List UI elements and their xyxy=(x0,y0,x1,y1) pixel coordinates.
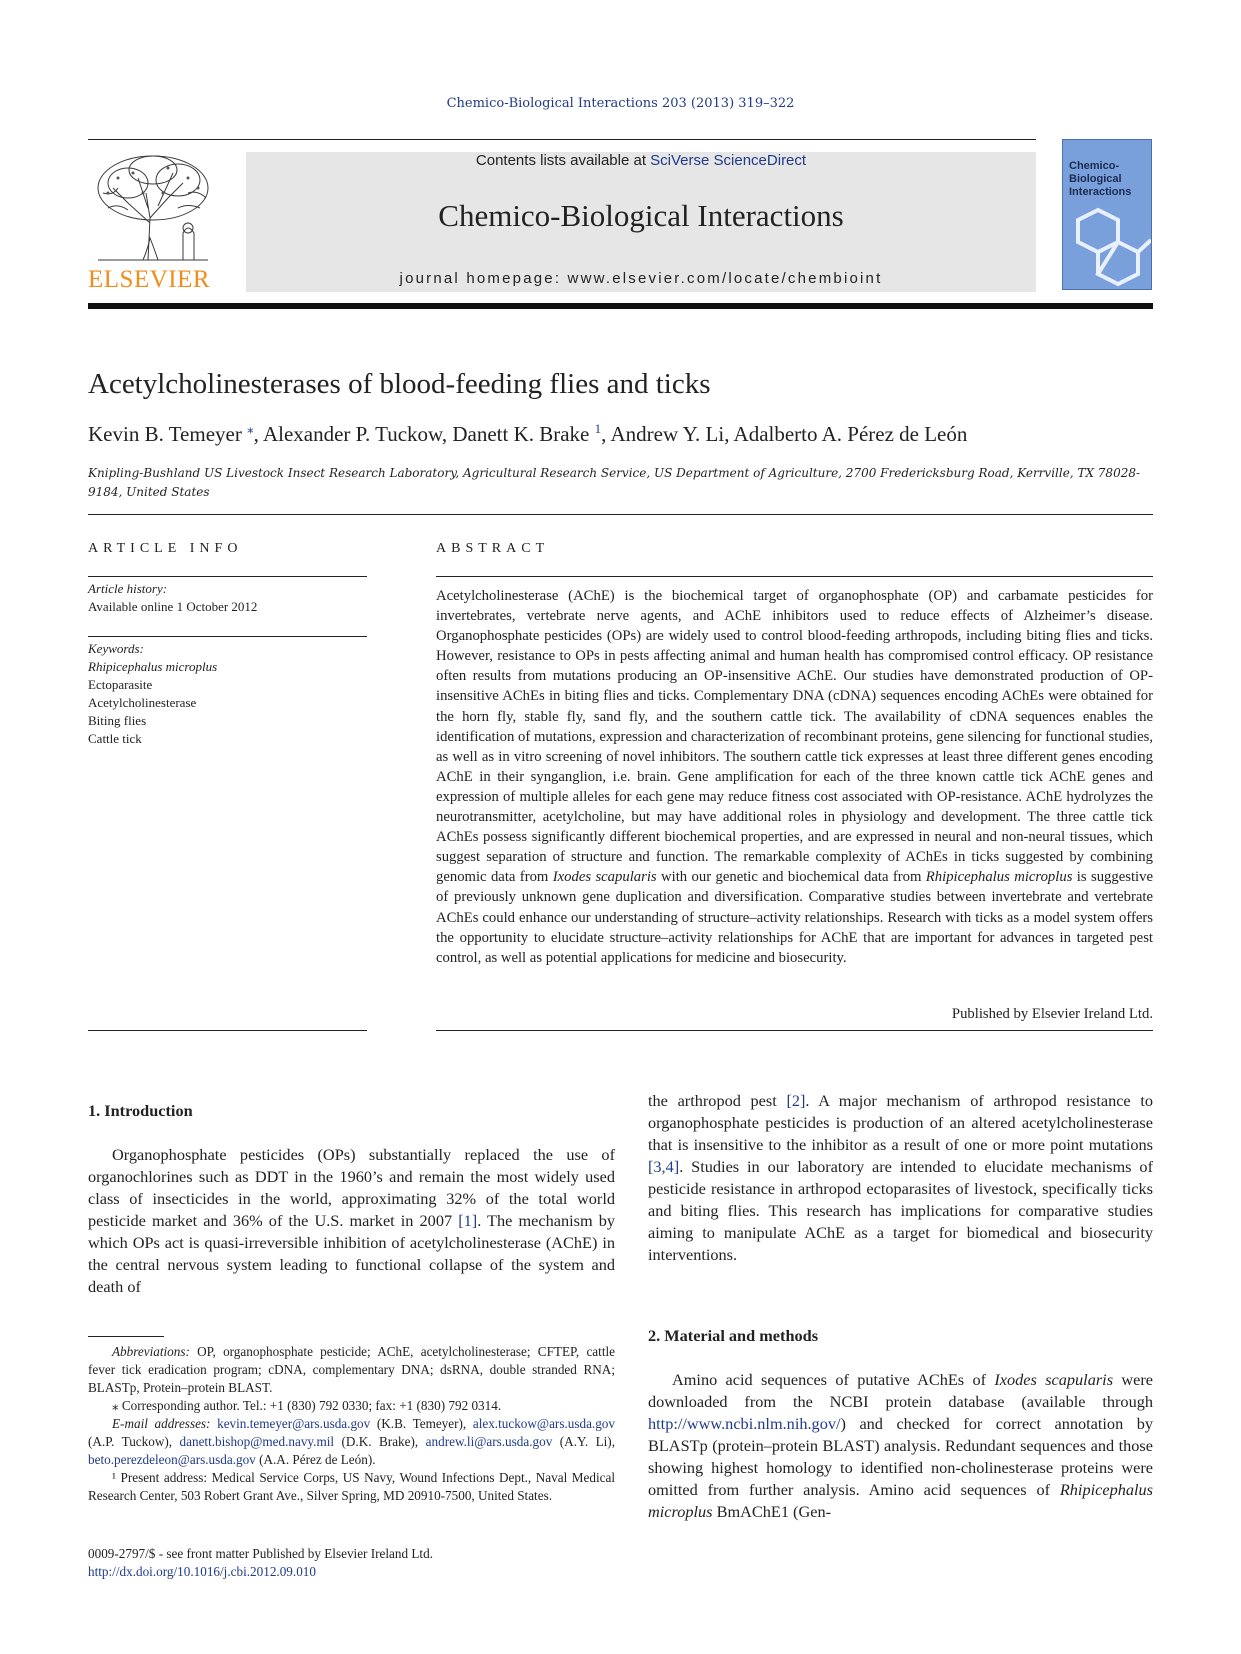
email-link[interactable]: kevin.temeyer@ars.usda.gov xyxy=(217,1416,371,1431)
publisher-name: ELSEVIER xyxy=(88,266,211,293)
journal-homepage[interactable]: journal homepage: www.elsevier.com/locate/chembioint xyxy=(399,270,883,287)
footnotes xyxy=(88,1343,615,1505)
keyword-item: Rhipicephalus microplus xyxy=(88,659,218,674)
keyword-item: Biting flies xyxy=(88,713,147,728)
reference-link[interactable]: [2] xyxy=(786,1091,806,1110)
author-list xyxy=(88,421,967,447)
reference-link[interactable]: [1] xyxy=(458,1211,478,1230)
issn-line: 0009-2797/$ - see front matter Published by Elsevier Ireland Ltd. xyxy=(88,1546,433,1561)
article-history xyxy=(88,580,367,616)
header-rule xyxy=(88,139,1036,140)
article-info-heading: ARTICLE INFO xyxy=(88,541,243,556)
present-address-mark[interactable]: 1 xyxy=(594,421,602,436)
article-info-rule xyxy=(88,576,367,577)
keyword-item: Acetylcholinesterase xyxy=(88,695,197,710)
abbreviations-footnote: Abbreviations: OP, organophosphate pesticide; AChE, acetylcholinesterase; CFTEP, cattle fever tick eradication program; cDNA, complementary DNA; dsRNA, double stranded RNA; BLASTp, Protein–protein BLAST. xyxy=(88,1344,615,1395)
section-heading-methods: 2. Material and methods xyxy=(648,1326,819,1345)
corresponding-author-mark[interactable]: ⁎ xyxy=(247,421,254,436)
author-temeyer: Kevin B. Temeyer xyxy=(88,422,242,446)
doi-link[interactable]: http://dx.doi.org/10.1016/j.cbi.2012.09.010 xyxy=(88,1564,316,1579)
front-matter-info xyxy=(88,1545,615,1581)
abstract-publisher-line: Published by Elsevier Ireland Ltd. xyxy=(951,1006,1153,1022)
intro-continued-paragraph: the arthropod pest [2]. A major mechanism of arthropod resistance to organophosphate pesticides is production of an altered acetylcholinesterase that is insensitive to the inhibitor as a result of one or more point mutations [3,4]. Studies in our laboratory are intended to elucidate mechanisms of pesticide resistance in arthropod ectoparasites of livestock, specifically ticks and biting flies. This research has implications for comparative studies aiming to manipulate AChE as a target for biomedical and biosecurity interventions. xyxy=(648,1091,1154,1264)
abstract-rule xyxy=(436,576,1153,577)
keyword-item: Cattle tick xyxy=(88,731,142,746)
contents-prefix: Contents lists available at xyxy=(475,152,651,169)
email-link[interactable]: danett.bishop@med.navy.mil xyxy=(179,1434,335,1449)
journal-title: Chemico-Biological Interactions xyxy=(438,198,844,233)
info-bottom-rule xyxy=(88,1030,367,1031)
info-top-rule xyxy=(88,514,1153,515)
journal-citation[interactable]: Chemico-Biological Interactions 203 (2013) 319–322 xyxy=(446,96,795,111)
abstract-text: Acetylcholinesterase (AChE) is the biochemical target of organophosphate (OP) and carbamate pesticides for invertebrates, vertebrate nerve agents, and AChE inhibitors used to reduce effects of Alzheimer’s disease. Organophosphate pesticides (OPs) are widely used to control blood-feeding arthropods, including biting flies and ticks. However, resistance to OPs in pests affecting animal and human health has compromised control efficacy. OP resistance often results from mutations producing an OP-insensitive AChE. Our studies have demonstrated production of OP-insensitive AChEs in biting flies and ticks. Complementary DNA (cDNA) sequences encoding AChEs were obtained for the horn fly, stable fly, sand fly, and the southern cattle tick. The availability of cDNA sequences enables the identification of mutations, expression and characterization of recombinant proteins, gene silencing for functional studies, as well as in vitro screening of novel inhibitors. The southern cattle tick expresses at least three different genes encoding AChE in their synganglion, i.e. brain. Gene amplification for each of the three known cattle tick AChE genes and expression of multiple alleles for each gene may reduce fitness cost associated with OP-resistance. AChE hydrolyzes the neurotransmitter, acetylcholine, but may have additional roles in physiology and development. The three cattle tick AChEs possess significantly different biochemical properties, and are expressed in neural and non-neural tissues, which suggest separation of structure and function. The remarkable complexity of AChEs in ticks suggested by combining genomic data from Ixodes scapularis with our genetic and biochemical data from Rhipicephalus microplus is suggestive of previously unknown gene duplication and diversification. Comparative studies between invertebrate and vertebrate AChEs could enhance our understanding of structure–activity relationships. Research with ticks as a model system offers the opportunity to elucidate structure–activity relationships for AChE that are important for advances in targeted pest control, as well as potential applications for medicine and biosecurity. xyxy=(436,588,1153,966)
journal-cover-image xyxy=(1062,139,1152,290)
molecule-graphic xyxy=(1063,200,1152,290)
sciencedirect-link[interactable]: SciVerse ScienceDirect xyxy=(650,152,807,169)
methods-paragraph: Amino acid sequences of putative AChEs of Ixodes scapularis were downloaded from the NCBI protein database (available through http://www.ncbi.nlm.nih.gov/) and checked for correct annotation by BLASTp (protein–protein BLAST) analysis. Redundant sequences and those showing highest homology to identified non-cholinesterase proteins were omitted from further analysis. Amino acid sequences of Rhipicephalus microplus BmAChE1 (Gen- xyxy=(648,1370,1154,1521)
email-link[interactable]: andrew.li@ars.usda.gov xyxy=(425,1434,553,1449)
cover-title: Chemico-Biological Interactions xyxy=(1069,160,1132,198)
keywords-block xyxy=(88,640,367,748)
abstract-bottom-rule xyxy=(436,1030,1153,1031)
author-group-3: , Andrew Y. Li, Adalberto A. Pérez de León xyxy=(601,422,968,446)
author-group-2: , Alexander P. Tuckow, Danett K. Brake xyxy=(253,422,590,446)
email-link[interactable]: alex.tuckow@ars.usda.gov xyxy=(472,1416,615,1431)
footnote-rule xyxy=(88,1336,164,1337)
abstract-heading: ABSTRACT xyxy=(436,541,550,556)
section-heading-introduction: 1. Introduction xyxy=(88,1101,193,1120)
history-label: Article history: xyxy=(88,581,168,596)
ncbi-url-link[interactable]: http://www.ncbi.nlm.nih.gov/ xyxy=(648,1414,841,1433)
keywords-label: Keywords: xyxy=(88,641,144,656)
header-thick-rule xyxy=(88,303,1153,309)
email-link[interactable]: beto.perezdeleon@ars.usda.gov xyxy=(88,1452,256,1467)
corresponding-author-footnote: ⁎ Corresponding author. Tel.: +1 (830) 792 0330; fax: +1 (830) 792 0314. xyxy=(112,1398,502,1413)
keywords-rule xyxy=(88,636,367,637)
history-value: Available online 1 October 2012 xyxy=(88,599,258,614)
intro-paragraph: Organophosphate pesticides (OPs) substantially replaced the use of organochlorines such as DDT in the 1960’s and remain the most widely used class of insecticides in the world, approximating 32% of the total world pesticide market and 36% of the U.S. market in 2007 [1]. The mechanism by which OPs act is quasi-irreversible inhibition of acetylcholinesterase (AChE) in the central nervous system leading to functional collapse of the system and death of xyxy=(88,1145,615,1296)
article-title: Acetylcholinesterases of blood-feeding flies and ticks xyxy=(88,368,711,400)
email-footnote: E-mail addresses: kevin.temeyer@ars.usda.gov (K.B. Temeyer), alex.tuckow@ars.usda.gov (A.P. Tuckow), danett.bishop@med.navy.mil (D.K. Brake), andrew.li@ars.usda.gov (A.Y. Li), beto.perezdeleon@ars.usda.gov (A.A. Pérez de León). xyxy=(88,1416,615,1467)
keyword-item: Ectoparasite xyxy=(88,677,153,692)
contents-line xyxy=(246,152,1036,169)
affiliation: Knipling-Bushland US Livestock Insect Research Laboratory, Agricultural Research Service, US Department of Agriculture, 2700 Fredericksburg Road, Kerrville, TX 78028-9184, United States xyxy=(88,466,1141,499)
present-address-footnote: ¹ Present address: Medical Service Corps, US Navy, Wound Infections Dept., Naval Medical Research Center, 503 Robert Grant Ave., Silver Spring, MD 20910-7500, United States. xyxy=(88,1470,615,1503)
reference-link[interactable]: [3,4] xyxy=(648,1157,680,1176)
